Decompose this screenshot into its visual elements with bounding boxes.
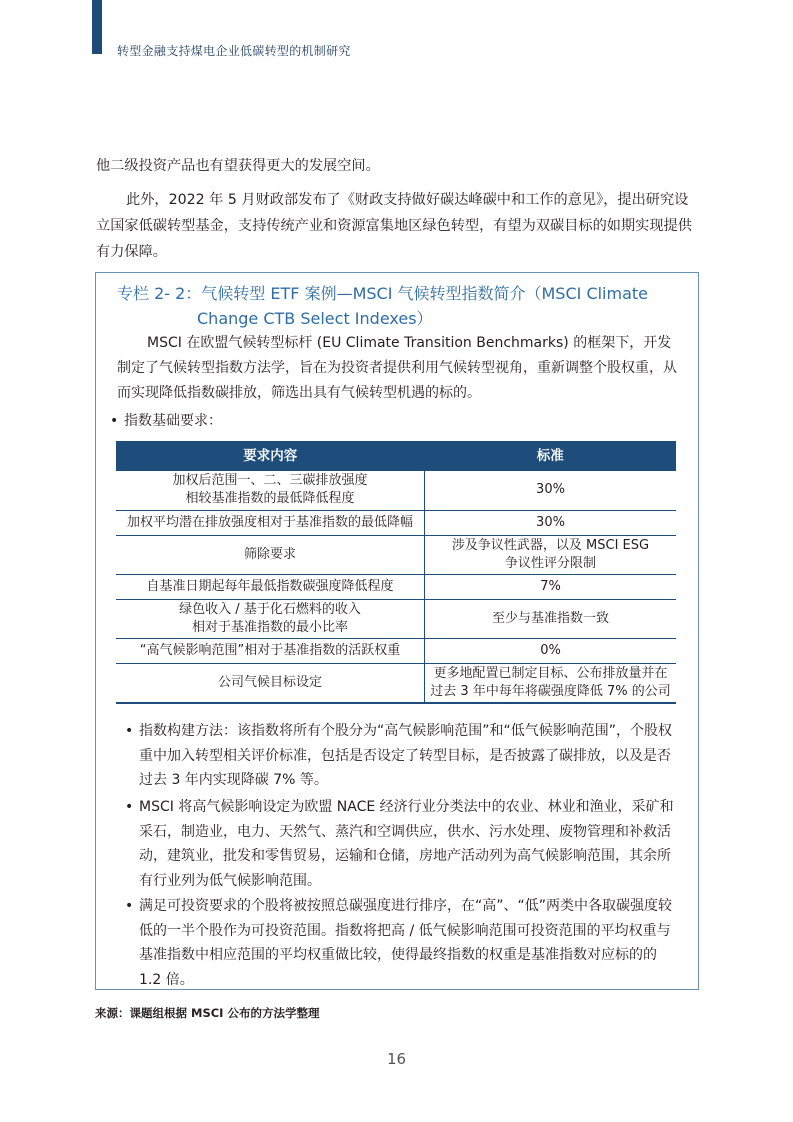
bullet-icon: • xyxy=(125,799,134,815)
table-row xyxy=(116,471,676,510)
table-cell-requirement: 绿色收入 / 基于化石燃料的收入 相对于基准指数的最小比率 xyxy=(116,599,425,638)
table-row xyxy=(116,663,676,703)
body-paragraph-2: 此外，2022 年 5 月财政部发布了《财政支持做好碳达峰碳中和工作的意见》，提出研究设立国家低碳转型基金，支持传统产业和资源富集地区绿色转型，有望为双碳目标的如期实现提供有力保障。 xyxy=(96,192,692,260)
table-cell-requirement: 加权平均潜在排放强度相对于基准指数的最低降幅 xyxy=(116,510,425,535)
page-number: 16 xyxy=(386,1050,407,1068)
table-cell-requirement: 公司气候目标设定 xyxy=(116,663,425,703)
table-cell-standard: 30% xyxy=(425,471,677,510)
table-header-standard: 标准 xyxy=(425,441,677,471)
bullet-text: 指数构建方法：该指数将所有个股分为“高气候影响范围”和“低气候影响范围”，个股权重中加入转型相关评价标准，包括是否设定了转型目标，是否披露了碳排放，以及是否过去 3 年内实现降碳 7% 等。 xyxy=(139,723,673,788)
table-cell-requirement: 加权后范围一、二、三碳排放强度 相较基准指数的最低降低程度 xyxy=(116,471,425,510)
bullet-icon: • xyxy=(110,413,119,429)
column-box xyxy=(95,272,699,990)
table-row xyxy=(116,638,676,663)
basic-requirements-label: 指数基础要求： xyxy=(124,413,222,429)
running-header-title: 转型金融支持煤电企业低碳转型的机制研究 xyxy=(117,44,351,58)
table-cell-standard: 涉及争议性武器，以及 MSCI ESG 争议性评分限制 xyxy=(425,535,677,574)
table-row xyxy=(116,599,676,638)
table-header-row xyxy=(116,441,676,471)
basic-requirements-item xyxy=(110,410,222,432)
table-cell-requirement: “高气候影响范围”相对于基准指数的活跃权重 xyxy=(116,638,425,663)
bullet-item-ranking xyxy=(125,894,682,992)
table-cell-standard: 0% xyxy=(425,638,677,663)
box-title-line2: Change CTB Select Indexes） xyxy=(197,309,433,328)
bullet-text: MSCI 将高气候影响设定为欧盟 NACE 经济行业分类法中的农业、林业和渔业，采矿和采石，制造业，电力、天然气、蒸汽和空调供应，供水、污水处理、废物管理和补救活动，建筑业，批发和零售贸易，运输和仓储，房地产活动列为高气候影响范围，其余所有行业列为低气候影响范围。 xyxy=(139,799,674,889)
bullet-item-construction xyxy=(125,719,682,793)
table-cell-standard: 至少与基准指数一致 xyxy=(425,599,677,638)
table-cell-requirement: 自基准日期起每年最低指数碳强度降低程度 xyxy=(116,574,425,599)
bullet-item-nace xyxy=(125,795,682,893)
requirements-table xyxy=(116,441,676,704)
box-title-line1: 专栏 2- 2：气候转型 ETF 案例—MSCI 气候转型指数简介（MSCI Climate xyxy=(117,284,649,303)
bullet-icon: • xyxy=(125,898,134,914)
bullet-text: 满足可投资要求的个股将被按照总碳强度进行排序，在“高”、“低”两类中各取碳强度较低的一半个股作为可投资范围。指数将把高 / 低气候影响范围可投资范围的平均权重与基准指数中相应范围的平均权重做比较，使得最终指数的权重是基准指数对应标的的 1.2 倍。 xyxy=(139,898,673,988)
box-title xyxy=(117,281,677,331)
table-header-requirement: 要求内容 xyxy=(116,441,425,471)
source-note: 来源：课题组根据 MSCI 公布的方法学整理 xyxy=(95,1006,320,1020)
table-cell-requirement: 筛除要求 xyxy=(116,535,425,574)
table-row xyxy=(116,535,676,574)
box-intro-paragraph: MSCI 在欧盟气候转型标杆 (EU Climate Transition Benchmarks) 的框架下，开发制定了气候转型指数方法学，旨在为投资者提供利用气候转型视角，重新调整个股权重，从而实现降低指数碳排放，筛选出具有气候转型机遇的标的。 xyxy=(117,335,677,401)
body-paragraph-1: 他二级投资产品也有望获得更大的发展空间。 xyxy=(96,158,380,174)
table-row xyxy=(116,510,676,535)
table-cell-standard: 7% xyxy=(425,574,677,599)
table-row xyxy=(116,574,676,599)
table-cell-standard: 30% xyxy=(425,510,677,535)
table-cell-standard: 更多地配置已制定目标、公布排放量并在 过去 3 年中每年将碳强度降低 7% 的公司 xyxy=(425,663,677,703)
header-accent-bar xyxy=(92,0,102,54)
bullet-icon: • xyxy=(125,723,134,739)
